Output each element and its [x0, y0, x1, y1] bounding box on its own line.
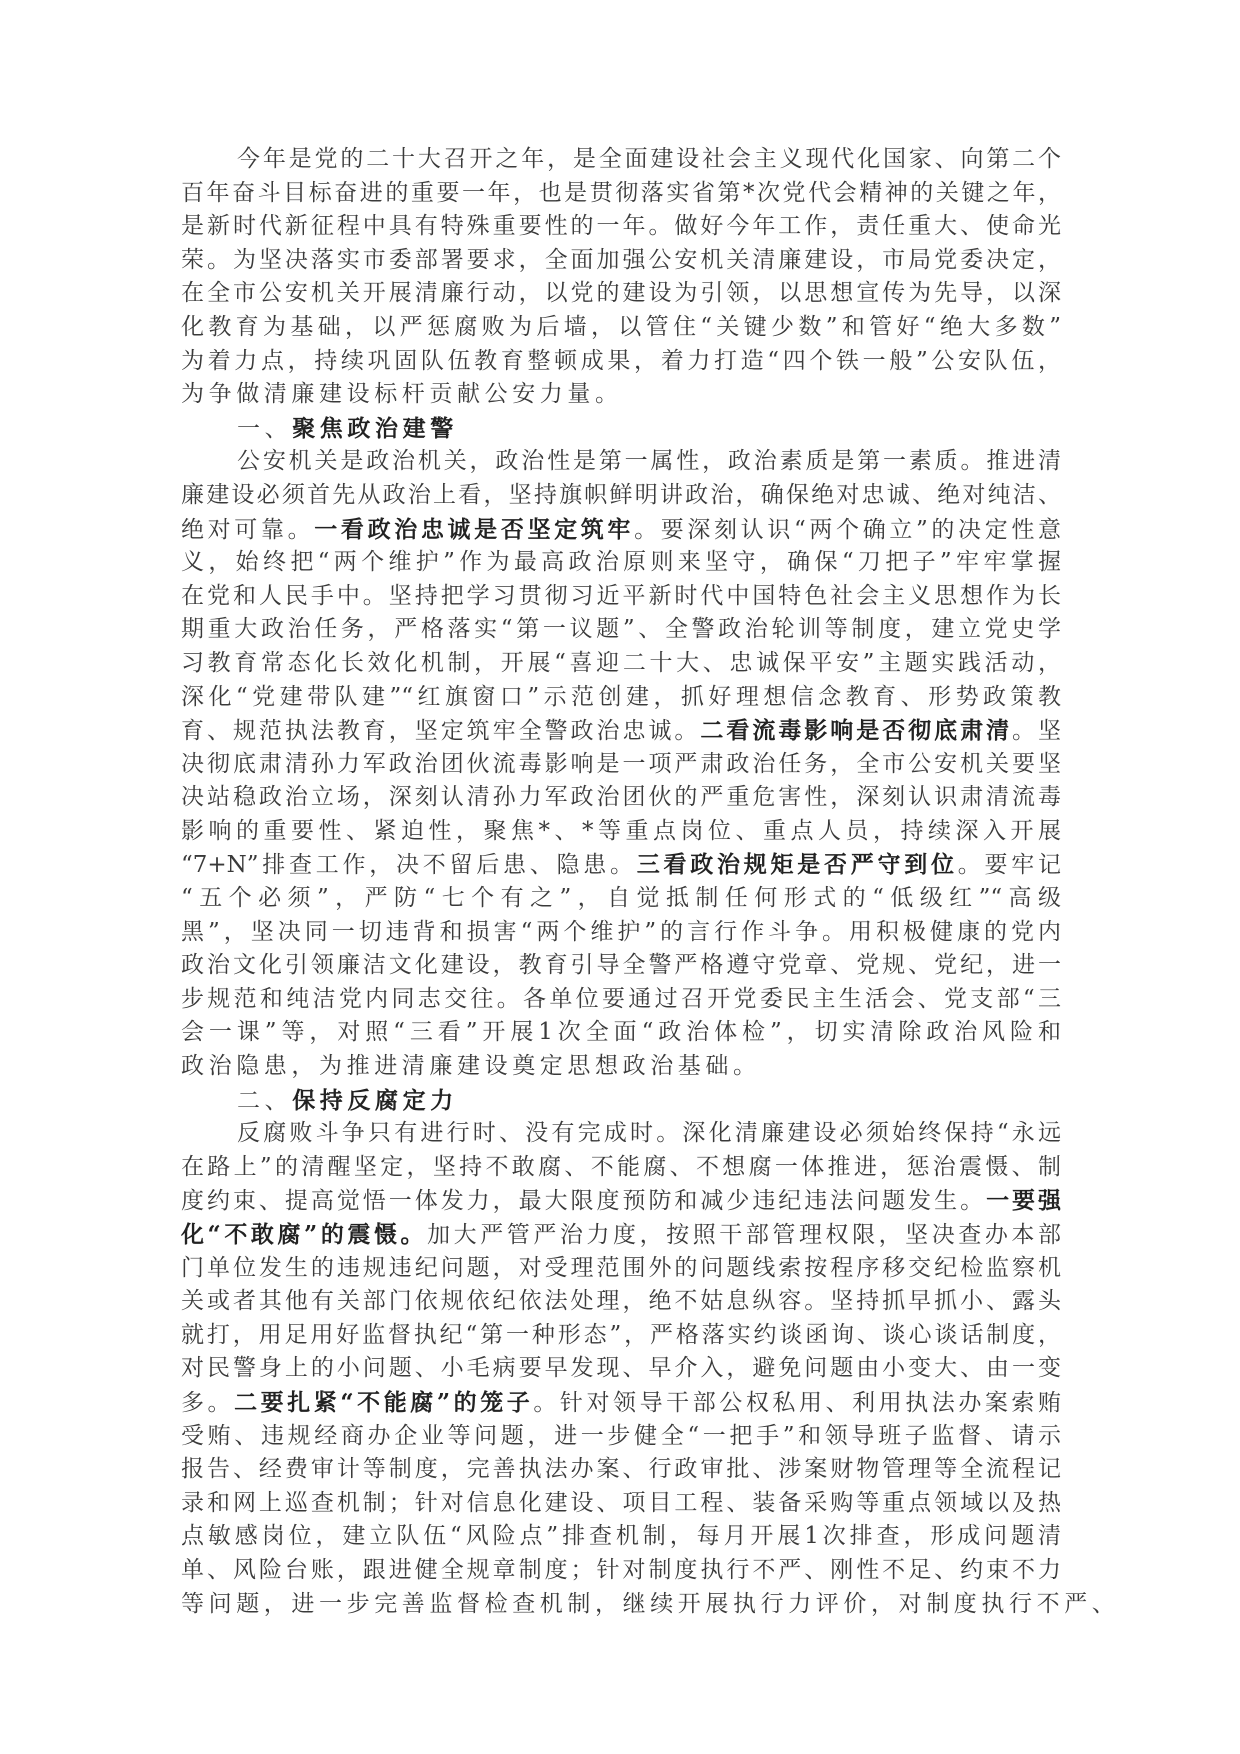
text: 。针对领导干部公权私用、利用执法办案索贿: [533, 1389, 1061, 1416]
text-line: [181, 1285, 1061, 1319]
text-line: [181, 143, 1061, 177]
text: 育、规范执法教育，坚定筑牢全警政治忠诚。: [181, 718, 701, 745]
text: 在全市公安机关开展清廉行动，以党的建设为引领，以思想宣传为先导，以深: [181, 280, 1061, 307]
text-line: [181, 479, 1061, 513]
text: 门单位发生的违规违纪问题，对受理范围外的问题线索按程序移交纪检监察机: [181, 1254, 1061, 1281]
text-line: [181, 580, 1061, 614]
paragraph: [181, 1117, 1120, 1621]
text: 公安机关是政治机关，政治性是第一属性，政治素质是第一素质。推进清: [237, 448, 1061, 475]
text: 荣。为坚决落实市委部署要求，全面加强公安机关清廉建设，市局党委决定，: [181, 246, 1061, 273]
text-line: [181, 613, 1061, 647]
text-line: [181, 1184, 1061, 1218]
text-line: [181, 445, 1061, 479]
text: 加大严管严治力度，按照干部管理权限，坚决查办本部: [427, 1222, 1061, 1248]
text: 期重大政治任务，严格落实“第一议题”、全警政治轮训等制度，建立党史学: [181, 616, 1061, 643]
text-line: [181, 412, 1061, 446]
text: 深化“党建带队建”“红旗窗口”示范创建，抓好理想信念教育、形势政策教: [181, 683, 1061, 710]
text: 二、: [237, 1087, 293, 1114]
text: 决彻底肃清孙力军政治团伙流毒影响是一项严肃政治任务，全市公安机关要坚: [181, 750, 1061, 777]
text: 会一课”等，对照“三看”开展1次全面“政治体检”，切实清除政治风险和: [181, 1019, 1061, 1046]
bold-text: 一要强: [986, 1187, 1062, 1215]
text-line: [181, 277, 1061, 311]
text: 百年奋斗目标奋进的重要一年，也是贯彻落实省第*次党代会精神的关键之年，: [181, 179, 1061, 206]
bold-text: 聚焦政治建警: [292, 414, 458, 442]
text: 为着力点，持续巩固队伍教育整顿成果，着力打造“四个铁一般”公安队伍，: [181, 347, 1061, 374]
text-line: [181, 1252, 1061, 1286]
text-line: [181, 1319, 1061, 1353]
text: 点敏感岗位，建立队伍“风险点”排查机制，每月开展1次排查，形成问题清: [181, 1523, 1061, 1550]
text-line: [181, 916, 1061, 950]
text-line: [181, 210, 1061, 244]
text: 。坚: [1012, 718, 1062, 745]
text: 单、风险台账，跟进健全规章制度；针对制度执行不严、刚性不足、约束不力: [181, 1556, 1061, 1583]
text: 为争做清廉建设标杆贡献公安力量。: [181, 381, 623, 408]
text: 绝对可靠。: [181, 516, 315, 543]
text-line: [181, 1487, 1061, 1521]
text: 步规范和纯洁党内同志交往。各单位要通过召开党委民主生活会、党支部“三: [181, 985, 1061, 1012]
text: “五个必须”，严防“七个有之”，自觉抵制任何形式的“低级红”“高级: [181, 885, 1061, 912]
text-line: [181, 781, 1061, 815]
text: 对民警身上的小问题、小毛病要早发现、早介入，避免问题由小变大、由一变: [181, 1355, 1061, 1382]
text: 在路上”的清醒坚定，坚持不敢腐、不能腐、不想腐一体推进，惩治震慑、制: [181, 1153, 1061, 1180]
text: 政治隐患，为推进清廉建设奠定思想政治基础。: [181, 1053, 761, 1080]
bold-text: 化“不敢腐”的震慑。: [181, 1221, 428, 1248]
text-line: [181, 1520, 1061, 1554]
text: 习教育常态化长效化机制，开展“喜迎二十大、忠诚保平安”主题实践活动，: [181, 649, 1061, 676]
text: 。要牢记: [957, 852, 1062, 879]
text-line: [181, 177, 1061, 211]
text: 多。: [181, 1389, 235, 1416]
text-line: [181, 1218, 1061, 1252]
text-line: [181, 1016, 1061, 1050]
text: 化教育为基础，以严惩腐败为后墙，以管住“关键少数”和管好“绝大多数”: [181, 313, 1061, 340]
text: 廉建设必须首先从政治上看，坚持旗帜鲜明讲政治，确保绝对忠诚、绝对纯洁、: [181, 481, 1061, 508]
section-heading: [181, 1084, 1061, 1118]
bold-text: 一看政治忠诚是否坚定筑牢: [314, 515, 635, 543]
text-line: [181, 714, 1061, 748]
text: 义，始终把“两个维护”作为最高政治原则来坚守，确保“刀把子”牢牢掌握: [181, 549, 1061, 576]
text-line: [181, 1050, 1061, 1084]
text-line: [181, 1352, 1061, 1386]
bold-text: 二要扎紧“不能腐”的笼子: [234, 1388, 534, 1416]
bold-text: 二看流毒影响是否彻底肃清: [700, 717, 1013, 745]
text-line: [181, 1386, 1061, 1420]
text-line: [181, 848, 1061, 882]
text-line: [181, 681, 1061, 715]
text-line: [181, 1084, 1061, 1118]
text-line: [181, 546, 1061, 580]
text: 黑”，坚决同一切违背和损害“两个维护”的言行作斗争。用积极健康的党内: [181, 918, 1061, 945]
text-line: [181, 1420, 1061, 1454]
text: 。要深刻认识“两个确立”的决定性意: [634, 516, 1062, 543]
text: 是新时代新征程中具有特殊重要性的一年。做好今年工作，责任重大、使命光: [181, 213, 1061, 240]
text: 录和网上巡查机制；针对信息化建设、项目工程、装备采购等重点领域以及热: [181, 1489, 1061, 1516]
text: 等问题，进一步完善监督检查机制，继续开展执行力评价，对制度执行不严、: [181, 1590, 1120, 1617]
text: 影响的重要性、紧迫性，聚焦*、*等重点岗位、重点人员，持续深入开展: [181, 817, 1061, 844]
text-line: [181, 815, 1061, 849]
text-line: [181, 1588, 1120, 1622]
text: 报告、经费审计等制度，完善执法办案、行政审批、涉案财物管理等全流程记: [181, 1456, 1061, 1483]
text-line: [181, 1554, 1061, 1588]
text: 反腐败斗争只有进行时、没有完成时。深化清廉建设必须始终保持“永远: [237, 1120, 1061, 1147]
bold-text: 三看政治规矩是否严守到位: [636, 851, 958, 879]
text-line: [181, 378, 1061, 412]
text-line: [181, 1151, 1061, 1185]
text: 关或者其他有关部门依规依纪依法处理，绝不姑息纵容。坚持抓早抓小、露头: [181, 1288, 1061, 1315]
text-line: [181, 647, 1061, 681]
text: 决站稳政治立场，深刻认清孙力军政治团伙的严重危害性，深刻认识肃清流毒: [181, 784, 1061, 811]
text-line: [181, 1117, 1061, 1151]
text: 受贿、违规经商办企业等问题，进一步健全“一把手”和领导班子监督、请示: [181, 1422, 1061, 1449]
text-line: [181, 748, 1061, 782]
text-line: [181, 1453, 1061, 1487]
text: 政治文化引领廉洁文化建设，教育引导全警严格遵守党章、党规、党纪，进一: [181, 952, 1061, 979]
text-line: [181, 311, 1061, 345]
text: 就打，用足用好监督执纪“第一种形态”，严格落实约谈函询、谈心谈话制度，: [181, 1321, 1061, 1348]
text-line: [181, 949, 1061, 983]
bold-text: 保持反腐定力: [292, 1086, 458, 1114]
text-line: [181, 882, 1061, 916]
text: 一、: [237, 415, 293, 442]
text-line: [181, 513, 1061, 547]
text: 今年是党的二十大召开之年，是全面建设社会主义现代化国家、向第二个: [237, 146, 1061, 172]
section-heading: [181, 412, 1061, 446]
text-line: [181, 244, 1061, 278]
text: 度约束、提高觉悟一体发力，最大限度预防和减少违纪违法问题发生。: [181, 1188, 987, 1215]
document-page: [181, 143, 1120, 1621]
text-line: [181, 983, 1061, 1017]
text: 在党和人民手中。坚持把学习贯彻习近平新时代中国特色社会主义思想作为长: [181, 582, 1061, 609]
paragraph: [181, 445, 1061, 1083]
text-line: [181, 345, 1061, 379]
paragraph: [181, 143, 1061, 412]
text: “7+N”排查工作，决不留后患、隐患。: [181, 852, 637, 879]
